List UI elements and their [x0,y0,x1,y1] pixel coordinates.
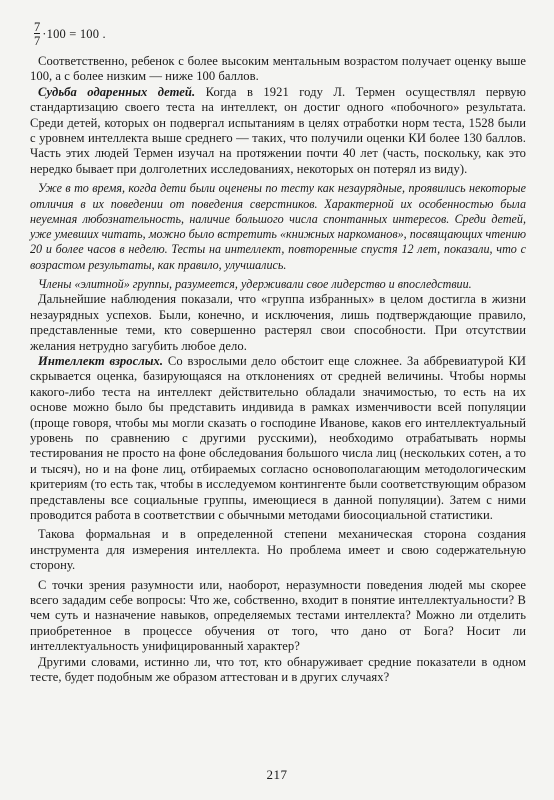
subheading-gifted-children: Судьба одаренных детей. [38,84,196,99]
paragraph-formal-side: Такова формальная и в определенной степени механическая сторона создания инструмента для измерения интеллекта. Но проблема имеет и свою содержательную сторону. [30,527,526,573]
formula-result: ·100 = 100 . [42,26,106,41]
fraction-numerator: 7 [34,20,41,34]
paragraph-adult-intellect [30,354,526,523]
paragraph-gifted-children [30,85,526,177]
paragraph-questions: С точки зрения разумности или, наоборот, неразумности поведения людей мы скорее всего зададим себе вопросы: Что же, собственно, входит в понятие интеллектуальности? В чем суть и назначение навыков, определяемых тестами интеллекта? Можно ли отделить приобретенное в процессе обучения от того, что дано от Бога? Носит ли интеллектуальность унифицированный характер? [30,577,526,654]
formula [34,14,526,54]
paragraph-observations: Дальнейшие наблюдения показали, что «группа избранных» в целом достигла в жизни незаурядных успехов. Были, конечно, и исключения, лишь подтверждающие правило, представленные теми, кто совершенно растерял свои способности. При отсутствии желания нетрудно загубить любое дело. [30,292,526,353]
paragraph-italic-behaviour: Уже в то время, когда дети были оценены по тесту как незаурядные, проявились некоторые отличия в их поведении от поведения сверстников. Характерной их особенностью была неуемная любознательность, наличие большого числа спонтанных интересов. Среди детей, уже умевших читать, можно было встретить «книжных наркоманов», посвящающих чтению 20 и более часов в неделю. Тесты на интеллект, повторенные спустя 12 лет, показали, что с возрастом результаты, как правило, улучшались. [30,181,526,272]
paragraph-italic-elite: Члены «элитной» группы, разумеется, удерживали свое лидерство и впоследствии. [38,277,472,292]
paragraph-adult-intellect-body: Со взрослыми дело обстоит еще сложнее. За аббревиатурой КИ скрывается оценка, базирующаяся на отклонениях от средней величины. Чтобы нормы какого-либо теста на интеллект действительно обладали значимостью, то есть на их основе можно было бы представить индивида в рамках изменчивости всей популяции (проще говоря, чтобы мы могли сказать о господине Иванове, каков его интеллектуальный уровень по сравнению с другими русскими), необходимо отрабатывать нормы тестирования не просто на фоне обследования большого числа лиц (нескольких сотен, а то и тысяч), но и на фоне лиц, отбираемых согласно основополагающим методологическим критериям (то есть так, чтобы в исследуемом контингенте были соответствующим образом представлены все социальные группы, имеющиеся в данной популяции). Затем с ними проводится работа в соответствии с обычными методами биосоциальной статистики. [30,353,526,523]
paragraph-iq-scores: Соответственно, ребенок с более высоким ментальным возрастом получает оценку выше 100, а с более низким — ниже 100 баллов. [30,54,526,84]
fraction [34,21,40,47]
fraction-denominator: 7 [34,34,41,48]
page-number: 217 [266,767,288,782]
paragraph-other-words: Другими словами, истинно ли, что тот, кто обнаруживает средние показатели в одном тесте, будет подобным же образом аттестован и в других случаях? [30,654,526,685]
subheading-adult-intellect: Интеллект взрослых. [38,353,164,368]
paragraph-gifted-children-body: Когда в 1921 году Л. Термен осуществлял первую стандартизацию своего теста на интеллект, он достиг одного «побочного» результата. Среди детей, которых он подвергал испытаниям в целях отработки норм теста, 1528 были с уровнем интеллекта выше среднего — таких, что получили оценки КИ более 130 баллов. Часть этих людей Термен изучал на протяжении почти 40 лет (часть, поскольку, как это нередко бывает при долголетних исследованиях, некоторых он потерял из виду). [30,84,526,176]
